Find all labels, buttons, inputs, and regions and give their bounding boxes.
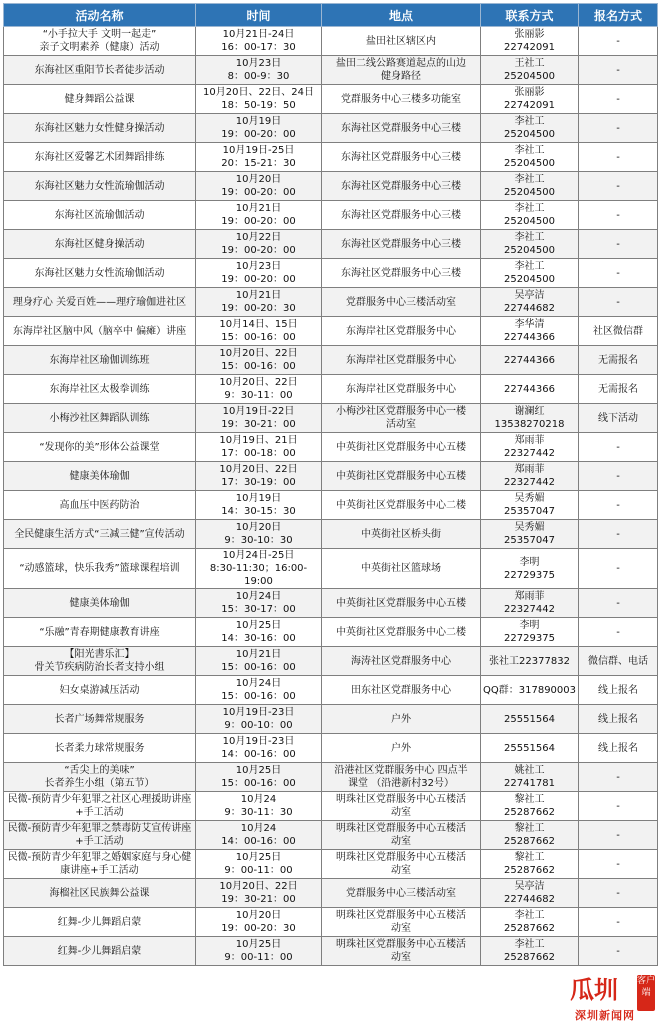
- cell-contact: 李社工 25204500: [481, 114, 579, 143]
- shenzhen-news-logo: [555, 975, 655, 1023]
- cell-activity-name: 海榴社区民族舞公益课: [4, 879, 196, 908]
- cell-contact: 郑雨菲 22327442: [481, 589, 579, 618]
- cell-location: 党群服务中心三楼活动室: [322, 288, 481, 317]
- cell-contact: 吴秀媚 25357047: [481, 520, 579, 549]
- cell-time: 10月21日 15：00-16：00: [196, 647, 322, 676]
- cell-location: 中英街社区桥头街: [322, 520, 481, 549]
- cell-contact: 李社工 25287662: [481, 908, 579, 937]
- cell-time: 10月19日 14：30-15：30: [196, 491, 322, 520]
- cell-signup: -: [579, 821, 658, 850]
- cell-signup: -: [579, 792, 658, 821]
- cell-contact: 22744366: [481, 346, 579, 375]
- cell-time: 10月24 9：30-11：30: [196, 792, 322, 821]
- cell-location: 明珠社区党群服务中心五楼活 动室: [322, 937, 481, 966]
- cell-activity-name: 东海岸社区脑中风（脑卒中 偏瘫）讲座: [4, 317, 196, 346]
- cell-location: 中英街社区篮球场: [322, 549, 481, 589]
- header-row: [4, 4, 658, 27]
- cell-activity-name: 健身舞蹈公益课: [4, 85, 196, 114]
- table-row: [4, 433, 658, 462]
- cell-signup: -: [579, 143, 658, 172]
- table-row: [4, 937, 658, 966]
- cell-location: 户外: [322, 705, 481, 734]
- table-row: [4, 114, 658, 143]
- table-row: [4, 676, 658, 705]
- cell-contact: QQ群：317890003: [481, 676, 579, 705]
- cell-signup: 线上报名: [579, 734, 658, 763]
- cell-location: 党群服务中心三楼活动室: [322, 879, 481, 908]
- cell-contact: 李社工 25204500: [481, 201, 579, 230]
- cell-time: 10月20日、22日 19：30-21：00: [196, 879, 322, 908]
- cell-contact: 吴秀媚 25357047: [481, 491, 579, 520]
- cell-contact: 郑雨菲 22327442: [481, 462, 579, 491]
- cell-activity-name: 东海社区魅力女性流瑜伽活动: [4, 259, 196, 288]
- cell-time: 10月21日 19：00-20：00: [196, 201, 322, 230]
- header-location: 地点: [322, 4, 481, 27]
- cell-time: 10月20日 19：00-20：00: [196, 172, 322, 201]
- cell-signup: -: [579, 259, 658, 288]
- table-row: [4, 56, 658, 85]
- cell-contact: 李华清 22744366: [481, 317, 579, 346]
- cell-location: 盐田二线公路赛道起点的山边 健身路径: [322, 56, 481, 85]
- cell-signup: 线下活动: [579, 404, 658, 433]
- cell-activity-name: “动感篮球，快乐我秀”篮球课程培训: [4, 549, 196, 589]
- cell-activity-name: 长者广场舞常规服务: [4, 705, 196, 734]
- logo-sub-text: 深圳新闻网: [575, 1009, 635, 1022]
- cell-time: 10月20日、22日 9：30-11：00: [196, 375, 322, 404]
- cell-contact: 李社工 25287662: [481, 937, 579, 966]
- table-row: [4, 27, 658, 56]
- cell-activity-name: 红舞-少儿舞蹈启蒙: [4, 908, 196, 937]
- cell-signup: 无需报名: [579, 375, 658, 404]
- cell-signup: 线上报名: [579, 705, 658, 734]
- cell-activity-name: 妇女桌游减压活动: [4, 676, 196, 705]
- cell-time: 10月21日-24日 16：00-17：30: [196, 27, 322, 56]
- cell-signup: -: [579, 549, 658, 589]
- table-row: [4, 618, 658, 647]
- cell-contact: 李社工 25204500: [481, 172, 579, 201]
- cell-activity-name: 长者柔力球常规服务: [4, 734, 196, 763]
- cell-activity-name: “乐融”青春期健康教育讲座: [4, 618, 196, 647]
- header-activity-name: 活动名称: [4, 4, 196, 27]
- cell-contact: 吴亭洁 22744682: [481, 288, 579, 317]
- cell-signup: 线上报名: [579, 676, 658, 705]
- cell-location: 小梅沙社区党群服务中心一楼 活动室: [322, 404, 481, 433]
- cell-location: 海涛社区党群服务中心: [322, 647, 481, 676]
- cell-contact: 张丽影 22742091: [481, 27, 579, 56]
- cell-contact: 吴亭洁 22744682: [481, 879, 579, 908]
- cell-activity-name: 红舞-少儿舞蹈启蒙: [4, 937, 196, 966]
- cell-location: 中英街社区党群服务中心二楼: [322, 491, 481, 520]
- cell-location: 沿港社区党群服务中心 四点半 课堂 （沿港新村32号）: [322, 763, 481, 792]
- cell-signup: -: [579, 850, 658, 879]
- cell-contact: 李明 22729375: [481, 549, 579, 589]
- table-row: [4, 172, 658, 201]
- cell-signup: 无需报名: [579, 346, 658, 375]
- header-signup: 报名方式: [579, 4, 658, 27]
- cell-location: 东海社区党群服务中心三楼: [322, 114, 481, 143]
- cell-location: 中英街社区党群服务中心五楼: [322, 589, 481, 618]
- cell-contact: 黎社工 25287662: [481, 792, 579, 821]
- cell-activity-name: 东海社区魅力女性流瑜伽活动: [4, 172, 196, 201]
- cell-time: 10月25日 14：30-16：00: [196, 618, 322, 647]
- cell-time: 10月19日-25日 20：15-21：30: [196, 143, 322, 172]
- cell-activity-name: 东海社区魅力女性健身操活动: [4, 114, 196, 143]
- table-row: [4, 879, 658, 908]
- cell-contact: 郑雨菲 22327442: [481, 433, 579, 462]
- cell-signup: -: [579, 27, 658, 56]
- table-row: [4, 259, 658, 288]
- cell-contact: 李社工 25204500: [481, 259, 579, 288]
- cell-signup: -: [579, 201, 658, 230]
- table-row: [4, 375, 658, 404]
- cell-location: 明珠社区党群服务中心五楼活 动室: [322, 792, 481, 821]
- cell-time: 10月25日 15：00-16：00: [196, 763, 322, 792]
- table-row: [4, 230, 658, 259]
- cell-signup: -: [579, 230, 658, 259]
- cell-signup: -: [579, 288, 658, 317]
- cell-time: 10月25日 9：00-11：00: [196, 850, 322, 879]
- cell-activity-name: 健康美体瑜伽: [4, 462, 196, 491]
- cell-signup: -: [579, 491, 658, 520]
- table-row: [4, 705, 658, 734]
- logo-side-text: 客户端: [637, 975, 655, 1011]
- cell-location: 东海社区党群服务中心三楼: [322, 259, 481, 288]
- cell-time: 10月23日 19：00-20：00: [196, 259, 322, 288]
- cell-time: 10月21日 19：00-20：30: [196, 288, 322, 317]
- cell-location: 明珠社区党群服务中心五楼活 动室: [322, 850, 481, 879]
- cell-activity-name: 东海社区爱馨艺术团舞蹈排练: [4, 143, 196, 172]
- cell-time: 10月19日-23日 9：00-10：00: [196, 705, 322, 734]
- cell-signup: -: [579, 85, 658, 114]
- cell-signup: -: [579, 937, 658, 966]
- cell-time: 10月20日 9：30-10：30: [196, 520, 322, 549]
- cell-contact: 25551564: [481, 705, 579, 734]
- cell-time: 10月19日、21日 17：00-18：00: [196, 433, 322, 462]
- cell-contact: 黎社工 25287662: [481, 850, 579, 879]
- cell-location: 明珠社区党群服务中心五楼活 动室: [322, 821, 481, 850]
- cell-time: 10月25日 9：00-11：00: [196, 937, 322, 966]
- cell-activity-name: “小手拉大手 文明一起走” 亲子文明素养（健康）活动: [4, 27, 196, 56]
- cell-activity-name: 民微-预防青少年犯罪之禁毒防艾宣传讲座 +手工活动: [4, 821, 196, 850]
- table-row: [4, 908, 658, 937]
- table-row: [4, 85, 658, 114]
- table-row: [4, 346, 658, 375]
- cell-time: 10月19日-23日 14：00-16：00: [196, 734, 322, 763]
- table-row: [4, 288, 658, 317]
- table-row: [4, 491, 658, 520]
- cell-time: 10月24日 15：30-17：00: [196, 589, 322, 618]
- cell-time: 10月23日 8：00-9：30: [196, 56, 322, 85]
- cell-signup: -: [579, 462, 658, 491]
- cell-contact: 李社工 25204500: [481, 143, 579, 172]
- cell-contact: 张社工22377832: [481, 647, 579, 676]
- cell-time: 10月20日 19：00-20：30: [196, 908, 322, 937]
- logo-main-text: 瓜圳: [570, 975, 618, 1004]
- cell-time: 10月20日、22日 15：00-16：00: [196, 346, 322, 375]
- cell-contact: 王社工 25204500: [481, 56, 579, 85]
- cell-time: 10月24 14：00-16：00: [196, 821, 322, 850]
- cell-signup: -: [579, 879, 658, 908]
- cell-location: 东海岸社区党群服务中心: [322, 346, 481, 375]
- cell-time: 10月14日、15日 15：00-16：00: [196, 317, 322, 346]
- cell-signup: -: [579, 908, 658, 937]
- activity-table: [3, 3, 658, 966]
- cell-signup: -: [579, 763, 658, 792]
- cell-contact: 李明 22729375: [481, 618, 579, 647]
- cell-location: 党群服务中心三楼多功能室: [322, 85, 481, 114]
- cell-signup: -: [579, 56, 658, 85]
- cell-contact: 张丽影 22742091: [481, 85, 579, 114]
- cell-signup: -: [579, 520, 658, 549]
- cell-location: 田东社区党群服务中心: [322, 676, 481, 705]
- cell-time: 10月20日、22日、24日 18：50-19：50: [196, 85, 322, 114]
- cell-location: 中英街社区党群服务中心五楼: [322, 462, 481, 491]
- cell-signup: 微信群、电话: [579, 647, 658, 676]
- cell-activity-name: 民微-预防青少年犯罪之婚姻家庭与身心健 康讲座+手工活动: [4, 850, 196, 879]
- table-row: [4, 647, 658, 676]
- cell-activity-name: 东海社区健身操活动: [4, 230, 196, 259]
- table-row: [4, 462, 658, 491]
- cell-location: 户外: [322, 734, 481, 763]
- cell-activity-name: 理身疗心 关爱百姓——理疗瑜伽进社区: [4, 288, 196, 317]
- table-row: [4, 520, 658, 549]
- table-row: [4, 549, 658, 589]
- table-body: [4, 27, 658, 966]
- cell-location: 东海岸社区党群服务中心: [322, 375, 481, 404]
- cell-time: 10月20日、22日 17：30-19：00: [196, 462, 322, 491]
- cell-contact: 黎社工 25287662: [481, 821, 579, 850]
- cell-signup: -: [579, 589, 658, 618]
- cell-activity-name: 东海岸社区太极拳训练: [4, 375, 196, 404]
- cell-contact: 25551564: [481, 734, 579, 763]
- cell-activity-name: 健康美体瑜伽: [4, 589, 196, 618]
- table-row: [4, 792, 658, 821]
- cell-activity-name: 全民健康生活方式“三减三健”宣传活动: [4, 520, 196, 549]
- cell-contact: 谢澜红 13538270218: [481, 404, 579, 433]
- cell-contact: 姚社工 22741781: [481, 763, 579, 792]
- cell-location: 盐田社区辖区内: [322, 27, 481, 56]
- table-row: [4, 317, 658, 346]
- cell-signup: 社区微信群: [579, 317, 658, 346]
- table-row: [4, 821, 658, 850]
- cell-activity-name: 【阳光書乐汇】 骨关节疾病防治长者支持小组: [4, 647, 196, 676]
- cell-time: 10月19日-22日 19：30-21：00: [196, 404, 322, 433]
- table-row: [4, 404, 658, 433]
- cell-time: 10月24日-25日 8:30-11:30；16:00-19:00: [196, 549, 322, 589]
- cell-activity-name: “舌尖上的美味” 长者养生小组（第五节）: [4, 763, 196, 792]
- cell-location: 东海社区党群服务中心三楼: [322, 172, 481, 201]
- cell-location: 中英街社区党群服务中心五楼: [322, 433, 481, 462]
- cell-activity-name: 东海社区流瑜伽活动: [4, 201, 196, 230]
- cell-signup: -: [579, 433, 658, 462]
- cell-location: 东海社区党群服务中心三楼: [322, 230, 481, 259]
- table-row: [4, 850, 658, 879]
- cell-time: 10月22日 19：00-20：00: [196, 230, 322, 259]
- cell-activity-name: 民微-预防青少年犯罪之社区心理援助讲座 +手工活动: [4, 792, 196, 821]
- cell-activity-name: 高血压中医药防治: [4, 491, 196, 520]
- header-contact: 联系方式: [481, 4, 579, 27]
- table-row: [4, 734, 658, 763]
- cell-signup: -: [579, 172, 658, 201]
- cell-signup: -: [579, 618, 658, 647]
- cell-activity-name: 东海社区重阳节长者徒步活动: [4, 56, 196, 85]
- cell-signup: -: [579, 114, 658, 143]
- cell-location: 东海社区党群服务中心三楼: [322, 201, 481, 230]
- table-row: [4, 589, 658, 618]
- cell-location: 东海社区党群服务中心三楼: [322, 143, 481, 172]
- cell-location: 中英街社区党群服务中心二楼: [322, 618, 481, 647]
- header-time: 时间: [196, 4, 322, 27]
- cell-location: 明珠社区党群服务中心五楼活 动室: [322, 908, 481, 937]
- cell-time: 10月24日 15：00-16：00: [196, 676, 322, 705]
- cell-activity-name: “发现你的美”形体公益课堂: [4, 433, 196, 462]
- cell-location: 东海岸社区党群服务中心: [322, 317, 481, 346]
- cell-contact: 22744366: [481, 375, 579, 404]
- cell-time: 10月19日 19：00-20：00: [196, 114, 322, 143]
- table-row: [4, 763, 658, 792]
- table-row: [4, 201, 658, 230]
- cell-contact: 李社工 25204500: [481, 230, 579, 259]
- cell-activity-name: 东海岸社区瑜伽训练班: [4, 346, 196, 375]
- cell-activity-name: 小梅沙社区舞蹈队训练: [4, 404, 196, 433]
- table-row: [4, 143, 658, 172]
